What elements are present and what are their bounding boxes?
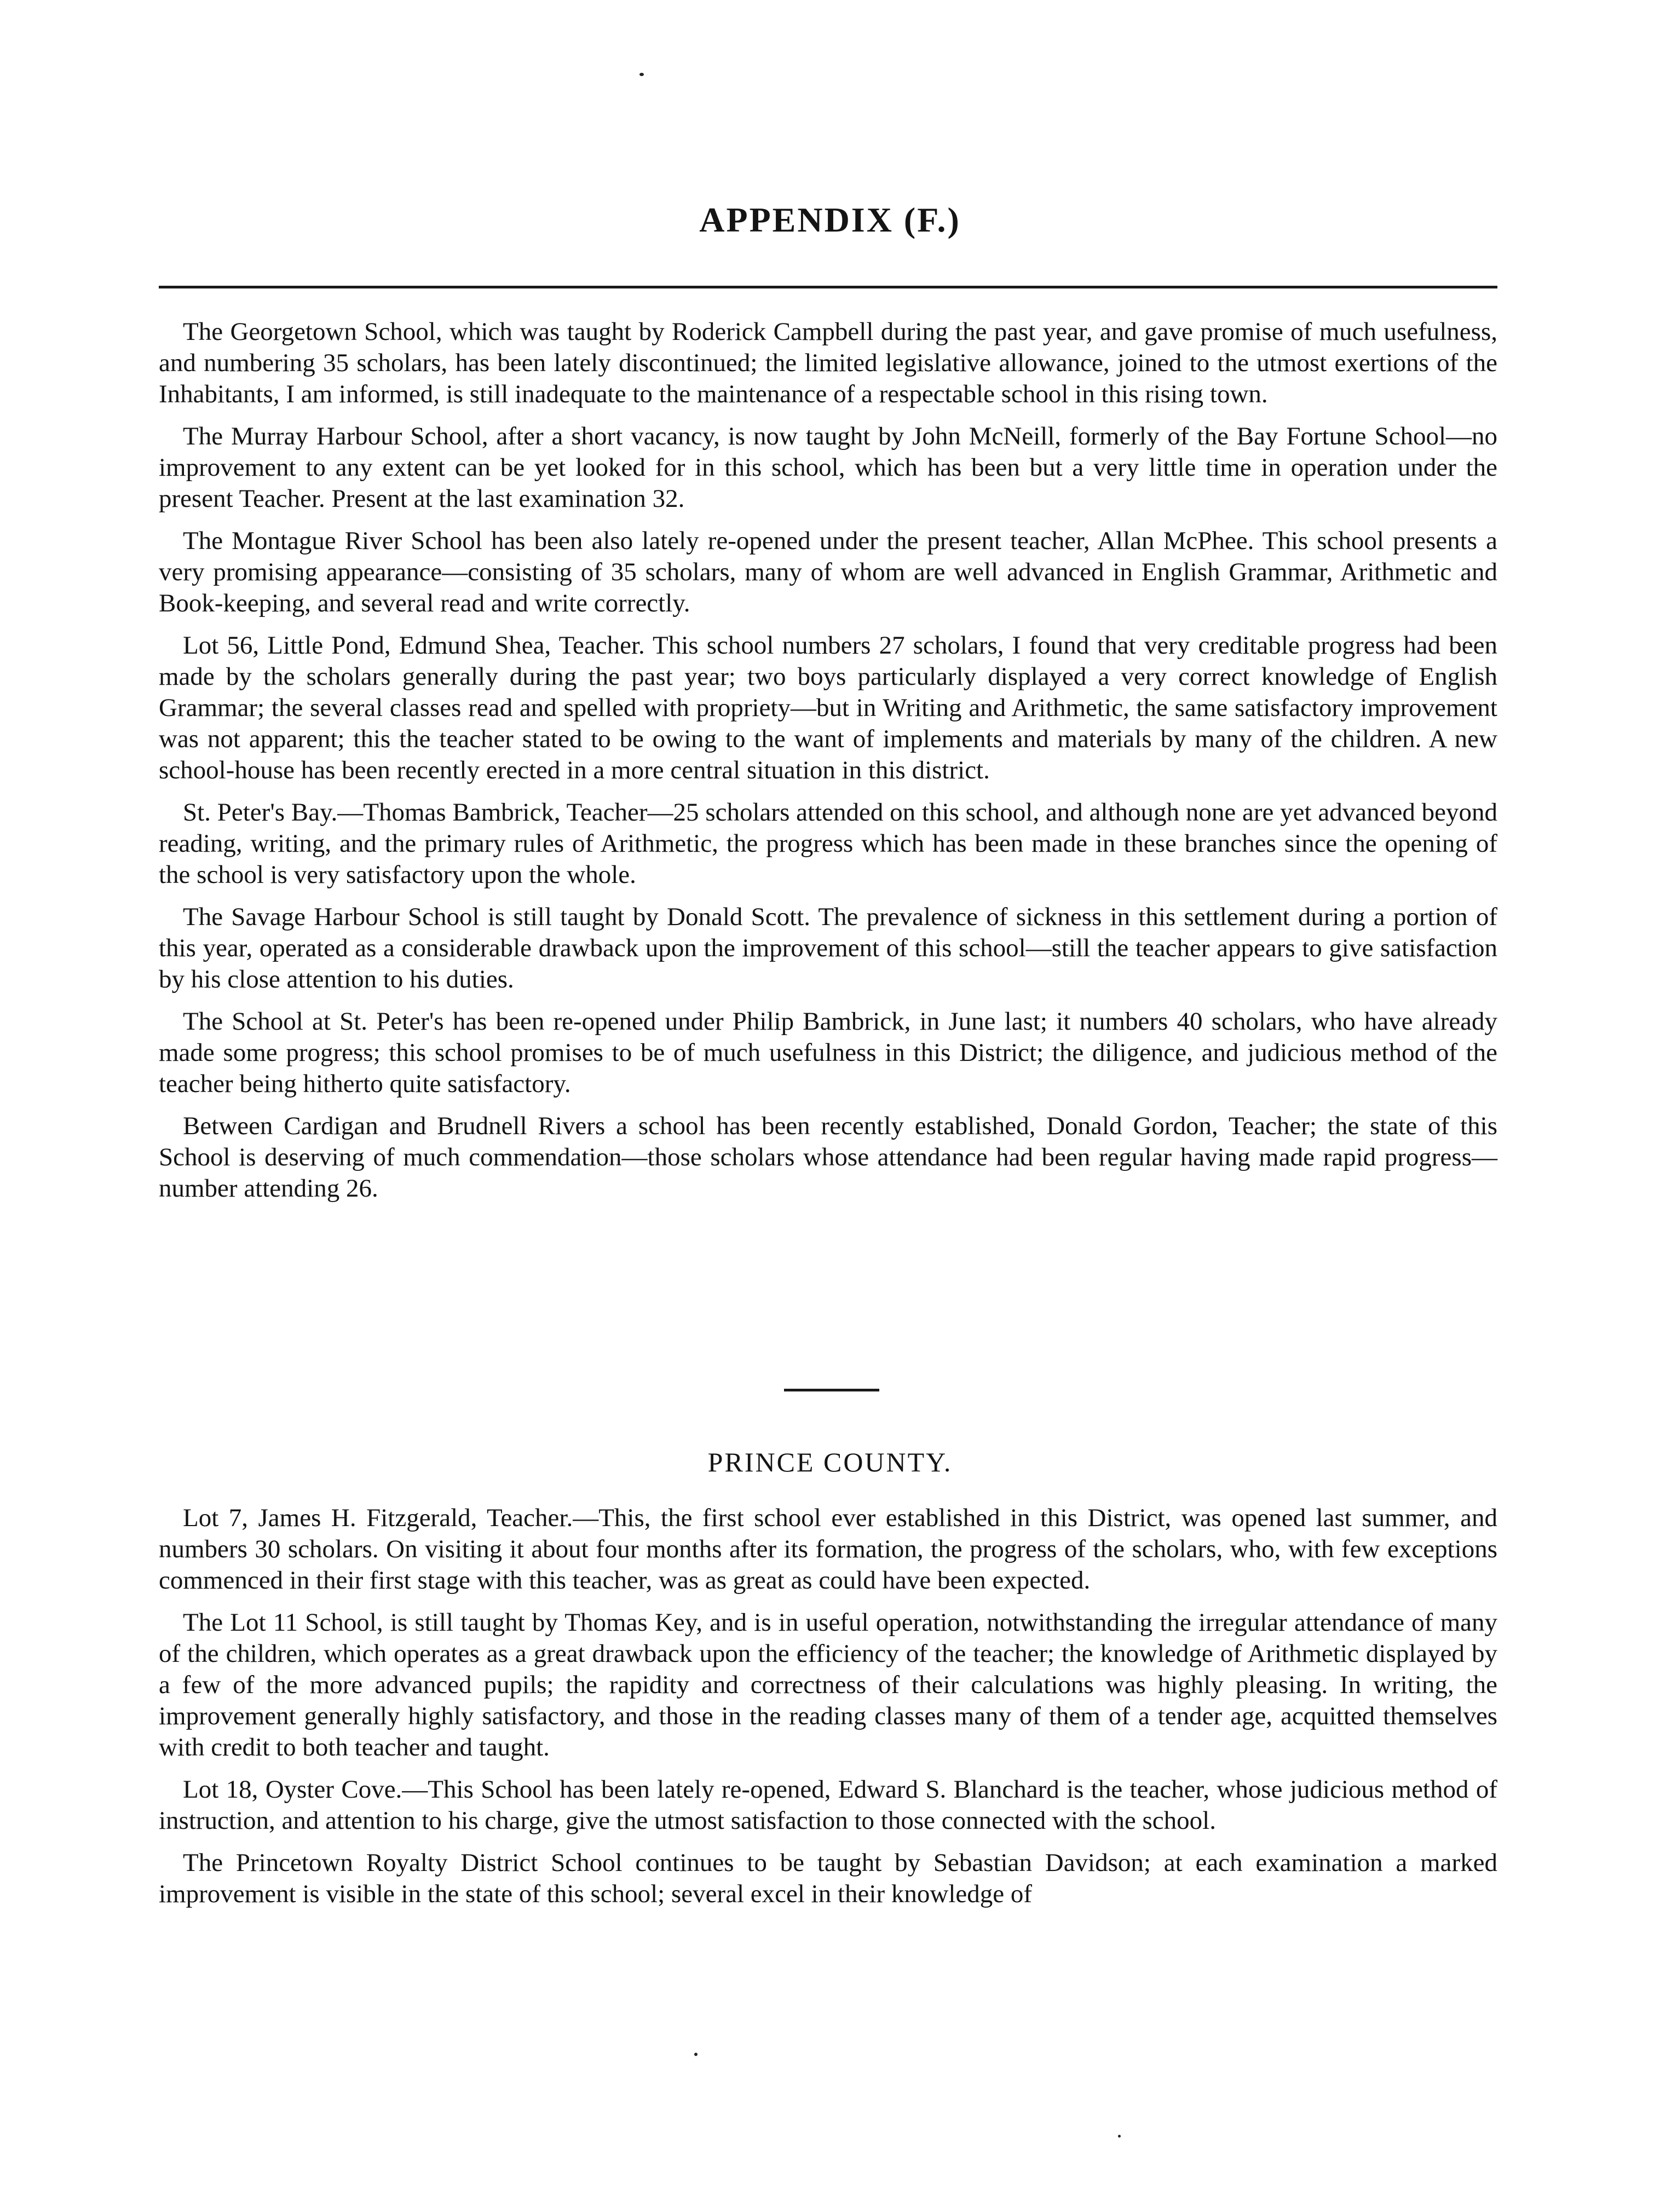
- print-speck: [694, 2053, 698, 2056]
- paragraph: St. Peter's Bay.—Thomas Bambrick, Teacher—25 scholars attended on this school, and although none are yet advanced beyond reading, writing, and the primary rules of Arithmetic, the progress which has been made in these branches since the opening of the school is very satisfactory upon the whole.: [159, 798, 1497, 889]
- paragraph: Lot 56, Little Pond, Edmund Shea, Teacher. This school numbers 27 scholars, I found that very creditable progress had been made by the scholars generally during the past year; two boys particularly displayed a very correct knowledge of English Grammar; the several classes read and spelled with propriety—but in Writing and Arithmetic, the same satisfactory improvement was not apparent; this the teacher stated to be owing to the want of implements and materials by many of the children. A new school-house has been recently erected in a more central situation in this district.: [159, 631, 1497, 784]
- title-rule: [159, 286, 1497, 288]
- section-heading: PRINCE COUNTY.: [707, 1447, 953, 1477]
- paragraph: Between Cardigan and Brudnell Rivers a school has been recently established, Donald Gordon, Teacher; the state of this School is deserving of much commendation—those scholars whose attendance had been regular having made rapid progress—number attending 26.: [159, 1112, 1497, 1203]
- paragraph: The School at St. Peter's has been re-opened under Philip Bambrick, in June last; it numbers 40 scholars, who have already made some progress; this school promises to be of much usefulness in this District; the diligence, and judicious method of the teacher being hitherto quite satisfactory.: [159, 1007, 1497, 1098]
- section-body: [159, 316, 1497, 1215]
- paragraph: The Georgetown School, which was taught by Roderick Campbell during the past year, and gave promise of much usefulness, and numbering 35 scholars, has been lately discontinued; the limited legislative allowance, joined to the utmost exertions of the Inhabitants, I am informed, is still inadequate to the maintenance of a respectable school in this rising town.: [159, 317, 1497, 408]
- section-divider: [784, 1389, 879, 1391]
- paragraph: The Princetown Royalty District School continues to be taught by Sebastian Davidson; at each examination a marked improvement is visible in the state of this school; several excel in their knowledge of: [159, 1849, 1497, 1908]
- section-body: [159, 1503, 1497, 1921]
- paragraph: The Savage Harbour School is still taught by Donald Scott. The prevalence of sickness in this settlement during a portion of this year, operated as a considerable drawback upon the improvement of this school—still the teacher appears to give satisfaction by his close attention to his duties.: [159, 903, 1497, 994]
- print-speck: [639, 73, 644, 76]
- paragraph: Lot 7, James H. Fitzgerald, Teacher.—This, the first school ever established in this District, was opened last summer, and numbers 30 scholars. On visiting it about four months after its formation, the progress of the scholars, who, with few exceptions commenced in their first stage with this teacher, was as great as could have been expected.: [159, 1504, 1497, 1595]
- print-speck: [1118, 2135, 1121, 2138]
- paragraph: The Montague River School has been also lately re-opened under the present teacher, Allan McPhee. This school presents a very promising appearance—consisting of 35 scholars, many of whom are well advanced in English Grammar, Arithmetic and Book-keeping, and several read and write correctly.: [159, 527, 1497, 617]
- paragraph: The Lot 11 School, is still taught by Thomas Key, and is in useful operation, notwithstanding the irregular attendance of many of the children, which operates as a great drawback upon the efficiency of the teacher; the knowledge of Arithmetic displayed by a few of the more advanced pupils; the rapidity and correctness of their calculations was highly pleasing. In writing, the improvement generally highly satisfactory, and those in the reading classes many of them of a tender age, acquitted themselves with credit to both teacher and taught.: [159, 1608, 1497, 1761]
- paragraph: Lot 18, Oyster Cove.—This School has been lately re-opened, Edward S. Blanchard is the teacher, whose judicious method of instruction, and attention to his charge, give the utmost satisfaction to those connected with the school.: [159, 1775, 1497, 1835]
- paragraph: The Murray Harbour School, after a short vacancy, is now taught by John McNeill, formerly of the Bay Fortune School—no improvement to any extent can be yet looked for in this school, which has been but a very little time in operation under the present Teacher. Present at the last examination 32.: [159, 422, 1497, 513]
- page-title: APPENDIX (F.): [699, 200, 961, 239]
